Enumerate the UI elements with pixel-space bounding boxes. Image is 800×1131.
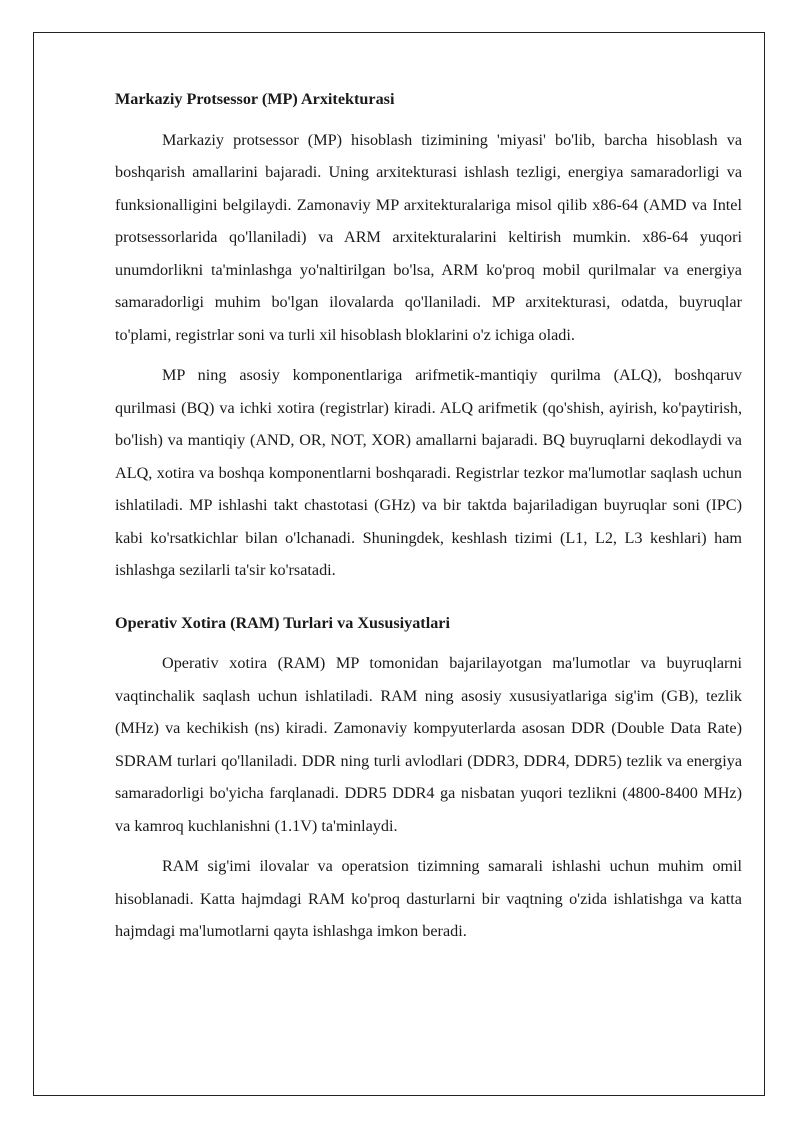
- paragraph-cpu-intro: Markaziy protsessor (MP) hisoblash tizimining 'miyasi' bo'lib, barcha hisoblash va boshqarish amallarini bajaradi. Uning arxitekturasi ishlash tezligi, energiya samaradorligi va funksionalligini belgilaydi. Zamonaviy MP arxitekturalariga misol qilib x86-64 (AMD va Intel protsessorlarida qo'llaniladi) va ARM arxitekturalarini keltirish mumkin. x86-64 yuqori unumdorlikni ta'minlashga yo'naltirilgan bo'lsa, ARM ko'proq mobil qurilmalar va energiya samaradorligi muhim bo'lgan ilovalarda qo'llaniladi. MP arxitekturasi, odatda, buyruqlar to'plami, registrlar soni va turli xil hisoblash bloklarini o'z ichiga oladi.: [115, 130, 742, 344]
- paragraph-cpu-components: MP ning asosiy komponentlariga arifmetik-mantiqiy qurilma (ALQ), boshqaruv qurilmasi (BQ) va ichki xotira (registrlar) kiradi. ALQ arifmetik (qo'shish, ayirish, ko'paytirish, bo'lish) va mantiqiy (AND, OR, NOT, XOR) amallarni bajaradi. BQ buyruqlarni dekodlaydi va ALQ, xotira va boshqa komponentlarni boshqaradi. Registrlar tezkor ma'lumotlar saqlash uchun ishlatiladi. MP ishlashi takt chastotasi (GHz) va bir taktda bajariladigan buyruqlar soni (IPC) kabi ko'rsatkichlar bilan o'lchanadi. Shuningdek, keshlash tizimi (L1, L2, L3 keshlari) ham ishlashga sezilarli ta'sir ko'rsatadi.: [115, 366, 742, 579]
- paragraph-ram-capacity: RAM sig'imi ilovalar va operatsion tizimning samarali ishlashi uchun muhim omil hisoblanadi. Katta hajmdagi RAM ko'proq dasturlarni bir vaqtning o'zida ishlatishga va katta hajmdagi ma'lumotlarni qayta ishlashga imkon beradi.: [115, 857, 742, 940]
- section-heading-cpu: Markaziy Protsessor (MP) Arxitekturasi: [115, 90, 395, 108]
- section-heading-ram: Operativ Xotira (RAM) Turlari va Xususiyatlari: [115, 613, 450, 632]
- paragraph-ram-intro: Operativ xotira (RAM) MP tomonidan bajarilayotgan ma'lumotlar va buyruqlarni vaqtinchalik saqlash uchun ishlatiladi. RAM ning asosiy xususiyatlariga sig'im (GB), tezlik (MHz) va kechikish (ns) kiradi. Zamonaviy kompyuterlarda asosan DDR (Double Data Rate) SDRAM turlari qo'llaniladi. DDR ning turli avlodlari (DDR3, DDR4, DDR5) tezlik va energiya samaradorligi bo'yicha farqlanadi. DDR5 DDR4 ga nisbatan yuqori tezlikni (4800-8400 MHz) va kamroq kuchlanishni (1.1V) ta'minlaydi.: [115, 654, 742, 835]
- document-body: [115, 83, 742, 948]
